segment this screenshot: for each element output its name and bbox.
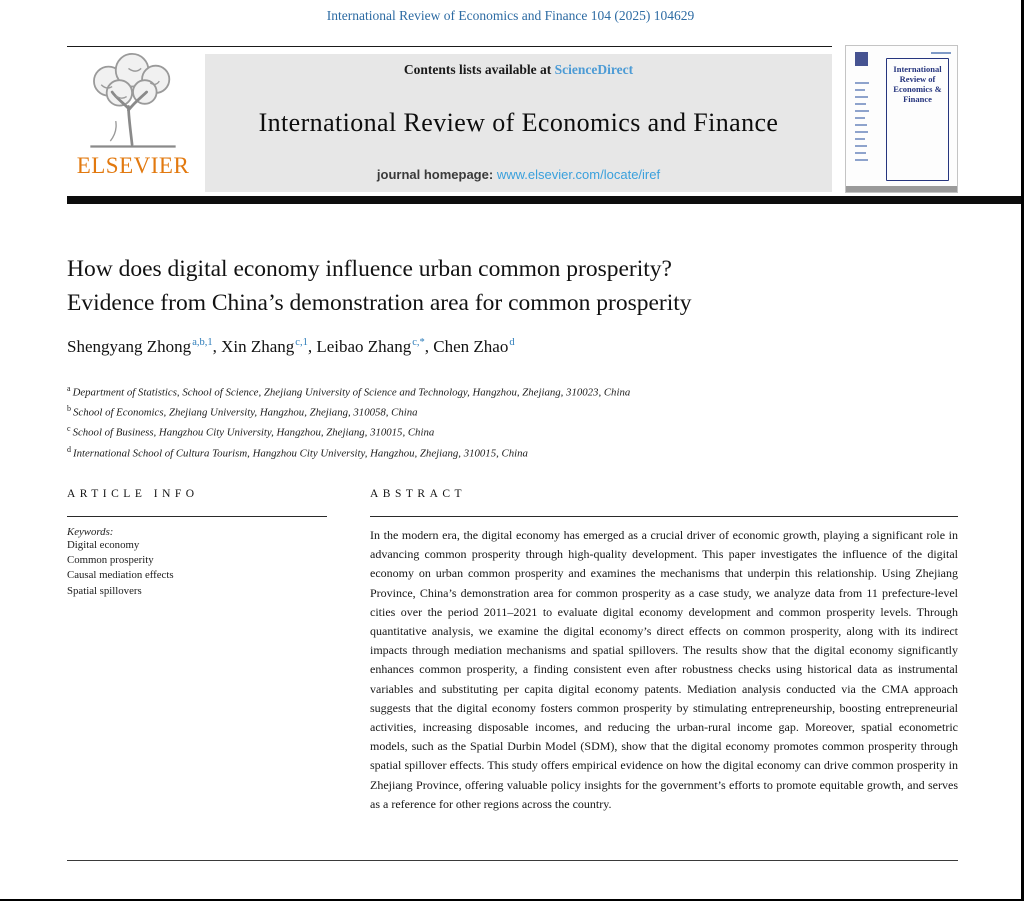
affiliation-line: $^a$ Department of Statistics, School of Science, Zhejiang University of Science and Technology, Hangzhou, Zhejiang, 310023, China	[67, 384, 631, 399]
sciencedirect-link[interactable]: ScienceDirect	[554, 62, 634, 77]
cover-issue-info-decoration	[931, 52, 951, 54]
article-title	[67, 252, 927, 320]
journal-cover-thumbnail[interactable]	[845, 45, 958, 193]
cover-contents-list-decoration	[855, 82, 869, 166]
homepage-url-link[interactable]: www.elsevier.com/locate/iref	[496, 167, 661, 182]
article-title-line2: Evidence from China’s demonstration area for common prosperity	[67, 290, 692, 316]
author-separator: ,	[307, 337, 317, 356]
keyword: Digital economy	[67, 539, 140, 551]
article-title-line1: How does digital economy influence urban common prosperity?	[67, 256, 672, 282]
author-affiliation-marks: c,*	[412, 337, 425, 349]
cover-journal-title: International Review of Economics & Finance	[893, 64, 942, 104]
keyword: Common prosperity	[67, 554, 154, 567]
affiliation-list	[67, 381, 947, 462]
header-divider-bar	[67, 196, 1021, 204]
author-separator: ,	[212, 337, 222, 356]
author-name: Leibao Zhang$^{c,*}$	[316, 337, 425, 356]
keywords-label: Keywords:	[67, 526, 114, 538]
keyword: Spatial spillovers	[67, 584, 142, 597]
article-info-heading: ARTICLE INFO	[67, 488, 199, 500]
header-top-rule	[67, 46, 832, 47]
contents-prefix-text: Contents lists available at	[403, 62, 552, 77]
affiliation-line: $^b$ School of Economics, Zhejiang University, Hangzhou, Zhejiang, 310058, China	[67, 404, 418, 419]
abstract-text: In the modern era, the digital economy has emerged as a crucial driver of economic growth, playing a significant role in advancing common prosperity through high-quality development. This paper investigates the influence of the digital economy on urban common prosperity and examines the mechanisms that underpin this relationship. Using Zhejiang Province, China’s demonstration area for common prosperity as a case study, we analyze data from 11 prefecture-level cities over the period 2011–2021 to evaluate digital economy development and common prosperity levels. Through quantitative analysis, we examine the digital economy’s direct effects on common prosperity, along with its indirect impacts through mediation mechanisms and spatial spillovers. The results show that the digital economy significantly enhances common prosperity, a finding consistent even after robustness checks using historical data as instrumental variables and substituting per capita digital economy patents. Mediation analysis conducted via the CMA approach suggests that the digital economy fosters common prosperity by stimulating entrepreneurship, boosting entrepreneurial activities, increasing disposable incomes, and reducing the urban-rural income gap. Moreover, spatial econometric models, such as the Spatial Durbin Model (SDM), show that the digital economy promotes common prosperity through spatial spillover effects. This study offers empirical evidence on how the digital economy can drive common prosperity in Zhejiang Province, offering valuable policy insights for the government’s efforts to promote equitable growth, and serves as a reference for other regions across the country.	[370, 528, 958, 811]
author-affiliation-marks: d	[509, 337, 515, 349]
cover-bottom-strip	[846, 186, 957, 192]
abstract-rule	[370, 516, 958, 517]
contents-available-line	[404, 62, 633, 78]
cover-publisher-emblem-icon	[855, 52, 868, 66]
keyword: Causal mediation effects	[67, 569, 174, 582]
journal-title: International Review of Economics and Finance	[258, 107, 779, 137]
journal-header-banner	[205, 54, 832, 192]
author-name: Xin Zhang$^{c,1}$	[221, 337, 308, 356]
abstract-section	[370, 488, 958, 814]
homepage-prefix-text: journal homepage:	[376, 167, 494, 182]
abstract-bottom-rule	[67, 860, 958, 861]
author-name: Chen Zhao$^d$	[433, 337, 515, 356]
elsevier-tree-icon	[74, 52, 192, 152]
author-affiliation-marks: c,1	[295, 337, 308, 349]
author-list	[67, 337, 927, 357]
author-name: Shengyang Zhong$^{a,b,1}$	[67, 337, 213, 356]
cover-title-box	[886, 58, 949, 181]
elsevier-logo	[64, 52, 202, 192]
journal-citation-link[interactable]: International Review of Economics and Finance 104 (2025) 104629	[326, 8, 695, 23]
article-info-section	[67, 488, 327, 599]
affiliation-line: $^d$ International School of Cultura Tourism, Hangzhou City University, Hangzhou, Zhejiang, 310015, China	[67, 444, 528, 460]
article-info-rule	[67, 516, 327, 517]
abstract-heading: ABSTRACT	[370, 488, 467, 500]
author-separator: ,	[424, 337, 434, 356]
affiliation-line: $^c$ School of Business, Hangzhou City University, Hangzhou, Zhejiang, 310015, China	[67, 424, 435, 439]
elsevier-wordmark: ELSEVIER	[76, 153, 190, 178]
journal-homepage-line	[377, 167, 660, 182]
author-affiliation-marks: a,b,1	[192, 337, 213, 349]
